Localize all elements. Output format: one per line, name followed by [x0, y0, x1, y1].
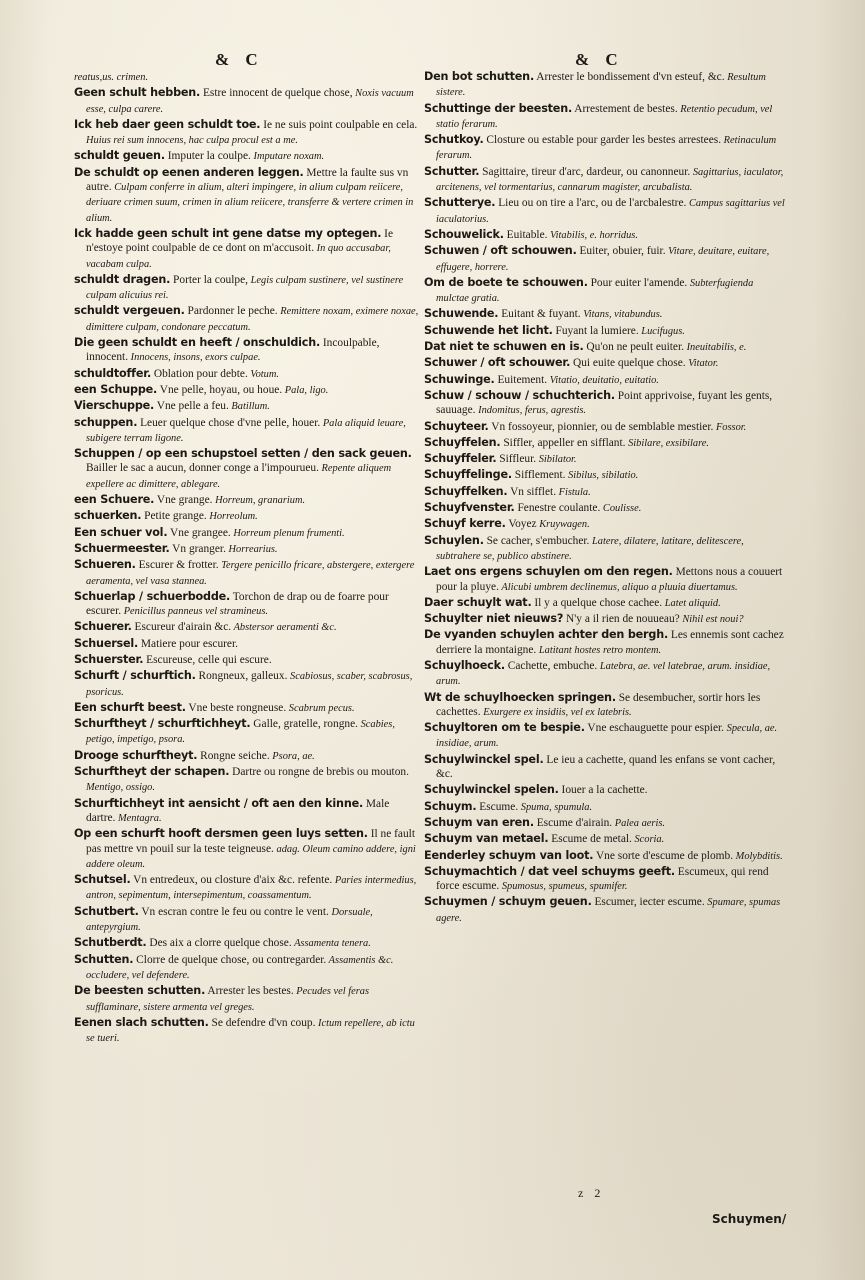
headword: Op een schurft hooft dersmen geen luys setten.: [74, 827, 368, 841]
french-gloss: Fuyant la lumiere.: [552, 324, 639, 337]
french-gloss: Escumer, iecter escume.: [591, 896, 705, 909]
latin-gloss: Retinaculum ferarum.: [436, 135, 777, 162]
dictionary-entry: [424, 436, 788, 451]
headword: Ick heb daer geen schuldt toe.: [74, 117, 261, 131]
dictionary-entry: [424, 196, 788, 227]
headword: Drooge schurftheyt.: [74, 748, 198, 762]
headword: Schouwelick.: [424, 227, 504, 241]
french-gloss: Mettre la faulte sus vn autre.: [86, 166, 409, 194]
french-gloss: Vne grange.: [154, 494, 213, 507]
french-gloss: Euitable.: [503, 228, 548, 241]
latin-gloss: Latebra, ae. vel latebrae, arum. insidiae, arum.: [436, 660, 771, 688]
latin-gloss: Pala aliquid leuare, subigere terram ligone.: [86, 417, 406, 444]
latin-gloss: Assamentis &c. occludere, vel defendere.: [86, 954, 394, 981]
latin-gloss: Molybditis.: [733, 850, 783, 862]
headword: Schuwinge.: [424, 372, 495, 386]
headword: Schuym van eren.: [424, 815, 534, 829]
french-gloss: Vne pelle, hoyau, ou houe.: [157, 383, 283, 396]
headword: Schuym van metael.: [424, 832, 549, 846]
dictionary-entry: [74, 701, 420, 716]
french-gloss: Il y a quelque chose cachee.: [531, 596, 663, 609]
latin-gloss: Spumosus, spumeus, spumifer.: [499, 881, 628, 893]
dictionary-entry: [424, 133, 788, 164]
headword: Schutbert.: [74, 904, 139, 918]
headword: Schuyteer.: [424, 419, 489, 433]
dictionary-entry: [424, 565, 788, 595]
latin-gloss: Repente aliquem expellere ac dimittere, ablegare.: [86, 463, 392, 490]
latin-gloss: Ictum repellere, ab ictu se tueri.: [86, 1017, 415, 1045]
french-gloss: Lieu ou on tire a l'arc, ou de l'arcbalestre.: [495, 197, 687, 210]
dictionary-entry: [74, 620, 420, 635]
dictionary-entry: [424, 517, 788, 532]
latin-gloss: Horreum plenum frumenti.: [230, 527, 345, 539]
dictionary-entry: [424, 596, 788, 611]
latin-gloss: adag. Oleum camino addere, igni addere oleum.: [86, 843, 416, 870]
french-gloss: Arrester le bondissement d'vn esteuf, &c.: [534, 71, 725, 83]
french-gloss: Matiere pour escurer.: [138, 637, 239, 650]
french-gloss: Vne beste rongneuse.: [185, 701, 287, 714]
headword: Die geen schuldt en heeft / onschuldich.: [74, 336, 321, 350]
french-gloss: Rongne seiche.: [197, 749, 270, 762]
latin-gloss: Penicillus panneus vel stramineus.: [121, 606, 268, 618]
headword: Schuwende.: [424, 307, 499, 321]
french-gloss: Voyez: [505, 518, 537, 531]
dictionary-entry: [74, 416, 420, 447]
headword: Schutsel.: [74, 873, 131, 887]
dictionary-entry: [74, 227, 420, 272]
french-gloss: Pour euiter l'amende.: [587, 276, 688, 289]
dictionary-entry: [74, 984, 420, 1015]
french-gloss: Arrester les bestes.: [205, 985, 294, 998]
headword: een Schuere.: [74, 493, 155, 507]
latin-gloss: Latere, dilatere, latitare, delitescere, subtrahere se, publico abstinere.: [436, 535, 744, 562]
latin-gloss: Nihil est noui?: [679, 614, 744, 626]
headword: Schuppen / op een schupstoel setten / den sack geuen.: [74, 447, 412, 461]
headword: Een schuer vol.: [74, 525, 168, 539]
dictionary-entry: [424, 800, 788, 815]
headword: Schuymen / schuym geuen.: [424, 895, 592, 909]
headword: Schuylhoeck.: [424, 658, 505, 672]
headword: De beesten schutten.: [74, 984, 206, 998]
dictionary-entry: [424, 244, 788, 275]
latin-gloss: Specula, ae. insidiae, arum.: [436, 723, 778, 750]
dictionary-entry: [424, 485, 788, 500]
headword: schuerken.: [74, 509, 142, 523]
headword: Schuyffelken.: [424, 484, 508, 498]
dictionary-entry: [424, 612, 788, 627]
dictionary-entry: [74, 367, 420, 382]
headword: Schuwer / oft schouwer.: [424, 356, 571, 370]
latin-gloss: Culpam conferre in alium, alteri impingere, in alium culpam reiicere, deriuare crimen suum, crimen in alium reiicere, transferre & vertere crimen in alium.: [86, 182, 414, 224]
headword: Schuylen.: [424, 533, 484, 547]
latin-gloss: Vitabilis, e. horridus.: [547, 229, 638, 241]
dictionary-entry: [74, 118, 420, 149]
french-gloss: Euiter, obuier, fuir.: [576, 245, 666, 258]
latin-gloss: Sibilus, sibilatio.: [565, 470, 639, 482]
headword: Schuylwinckel spelen.: [424, 783, 559, 797]
french-gloss: Escume de metal.: [548, 833, 632, 846]
french-gloss: Vn granger.: [169, 542, 226, 555]
latin-gloss: Vitare, deuitare, euitare, effugere, horrere.: [436, 246, 770, 273]
dictionary-entry: [424, 628, 788, 658]
headword: Schuw / schouw / schuchterich.: [424, 388, 615, 402]
dictionary-entry: [424, 865, 788, 895]
headword: Den bot schutten.: [424, 70, 534, 83]
french-gloss: Fenestre coulante.: [514, 502, 601, 515]
dictionary-entry: [424, 452, 788, 467]
french-gloss: Escume.: [476, 800, 519, 813]
dictionary-entry: [74, 936, 420, 951]
right-running-head: & C: [575, 50, 624, 69]
latin-gloss: Indomitus, ferus, agrestis.: [475, 405, 586, 417]
dictionary-entry: [424, 340, 788, 355]
latin-gloss: Subterfugienda mulctae gratia.: [436, 277, 754, 305]
latin-gloss: Psora, ae.: [269, 750, 315, 762]
dictionary-entry: [424, 721, 788, 752]
latin-gloss: Scabiosus, scaber, scabrosus, psoricus.: [86, 671, 413, 698]
french-gloss: Rongneux, galleux.: [195, 670, 288, 683]
latin-gloss: reatus,us. crimen.: [74, 72, 149, 83]
dictionary-entry: [74, 873, 420, 904]
dictionary-entry: [74, 304, 420, 335]
latin-gloss: Coulisse.: [600, 503, 642, 515]
dictionary-entry: [424, 816, 788, 831]
french-gloss: Porter la coulpe,: [170, 273, 249, 286]
catchword: Schuymen/: [712, 1212, 787, 1226]
french-gloss: Torchon de drap ou de foarre pour escurer.: [86, 590, 389, 618]
dictionary-entry: [74, 717, 420, 748]
headword: Schueren.: [74, 558, 136, 572]
dictionary-entry: [74, 399, 420, 414]
dictionary-entry: [74, 749, 420, 764]
dictionary-entry: [74, 542, 420, 557]
headword: Schutberdt.: [74, 936, 147, 950]
headword: schuldt dragen.: [74, 272, 171, 286]
headword: Een schurft beest.: [74, 700, 186, 714]
french-gloss: Le ieu a cachette, quand les enfans se vont cacher, &c.: [436, 753, 776, 781]
french-gloss: N'y a il rien de nouueau?: [563, 613, 680, 626]
french-gloss: Male dartre.: [86, 797, 390, 824]
left-column: [74, 70, 420, 1240]
french-gloss: Escurer & frotter.: [135, 559, 219, 572]
dictionary-entry: [424, 324, 788, 339]
latin-gloss: Assamenta tenera.: [291, 938, 371, 950]
dictionary-entry: [424, 276, 788, 307]
latin-gloss: Tergere penicillo fricare, abstergere, extergere aeramenta, vel vasa stannea.: [86, 560, 415, 587]
french-gloss: Vn sifflet.: [507, 485, 557, 498]
french-gloss: Escureuse, celle qui escure.: [143, 653, 272, 666]
latin-gloss: Horreolum.: [206, 511, 258, 523]
headword: Schuym.: [424, 799, 477, 813]
latin-gloss: Spumare, spumas agere.: [436, 897, 781, 924]
latin-gloss: Scoria.: [631, 834, 665, 846]
headword: De vyanden schuylen achter den bergh.: [424, 628, 669, 642]
french-gloss: Petite grange.: [141, 510, 207, 523]
french-gloss: Sifflement.: [511, 469, 566, 482]
headword: Om de boete te schouwen.: [424, 275, 588, 289]
latin-gloss: Pecudes vel feras sufflaminare, sistere armenta vel greges.: [86, 986, 370, 1013]
right-column: [424, 70, 788, 1240]
dictionary-entry: [424, 753, 788, 783]
french-gloss: Vne eschauguette pour espier.: [584, 722, 725, 735]
latin-gloss: Campus sagittarius vel iaculatorius.: [436, 198, 785, 225]
dictionary-entry: [424, 307, 788, 322]
dictionary-entry: [74, 827, 420, 872]
headword: Schutterye.: [424, 196, 496, 210]
latin-gloss: Palea aeris.: [612, 817, 665, 829]
latin-gloss: Vitans, vitabundus.: [580, 309, 663, 321]
dictionary-entry: [74, 953, 420, 984]
latin-gloss: Horreum, granarium.: [212, 495, 306, 507]
french-gloss: Leuer quelque chose d'vne pelle, houer.: [137, 416, 321, 429]
french-gloss: Vne grangee.: [167, 526, 231, 539]
headword: Schurft / schurftich.: [74, 669, 196, 683]
headword: Laet ons ergens schuylen om den regen.: [424, 565, 673, 579]
french-gloss: Clorre de quelque chose, ou contregarder.: [133, 953, 327, 966]
latin-gloss: Spuma, spumula.: [518, 801, 593, 813]
latin-gloss: Batillum.: [228, 401, 270, 413]
french-gloss: Les ennemis sont cachez derriere la montaigne.: [436, 629, 784, 656]
dictionary-entry: [424, 356, 788, 371]
dictionary-entry: [74, 765, 420, 796]
headword: Schuyffelen.: [424, 435, 501, 449]
headword: schuldtoffer.: [74, 366, 151, 380]
dictionary-entry: [424, 102, 788, 133]
headword: De schuldt op eenen anderen leggen.: [74, 165, 304, 179]
french-gloss: Qui euite quelque chose.: [570, 357, 686, 370]
headword: Vierschuppe.: [74, 399, 155, 413]
dictionary-entry: [424, 420, 788, 435]
dictionary-entry: [74, 86, 420, 117]
dictionary-entry: [74, 273, 420, 304]
headword: Schuerer.: [74, 620, 132, 634]
latin-gloss: Pala, ligo.: [282, 384, 329, 396]
headword: Schutter.: [424, 164, 480, 178]
latin-gloss: Lucifugus.: [638, 325, 685, 337]
latin-gloss: Sagittarius, iaculator, arcitenens, vel tormentarius, cannarum magister, arcubalista.: [436, 166, 784, 194]
french-gloss: Oblation pour debte.: [151, 367, 248, 380]
headword: Schuyffeler.: [424, 452, 497, 466]
french-gloss: Vne pelle a feu.: [154, 400, 229, 413]
french-gloss: Sagittaire, tireur d'arc, dardeur, ou canonneur.: [479, 165, 691, 178]
latin-gloss: Legis culpam sustinere, vel sustinere culpam alicuius rei.: [86, 274, 404, 302]
latin-gloss: Fossor.: [713, 421, 747, 433]
french-gloss: Des aix a clorre quelque chose.: [146, 937, 292, 950]
french-gloss: Escume d'airain.: [533, 816, 613, 829]
latin-gloss: Paries intermedius, antron, sepimentum, intersepimentum, coassamentum.: [86, 875, 417, 902]
latin-gloss: Mentagra.: [115, 812, 162, 824]
headword: Schuyffelinge.: [424, 468, 512, 482]
latin-gloss: Imputare noxam.: [250, 151, 325, 163]
dictionary-entry: [424, 659, 788, 690]
latin-gloss: Kruywagen.: [536, 519, 590, 531]
headword: Dat niet te schuwen en is.: [424, 340, 584, 354]
headword: Schuersel.: [74, 636, 139, 650]
dictionary-entry: [424, 70, 788, 101]
french-gloss: Imputer la coulpe.: [164, 150, 251, 163]
french-gloss: Arrestement de bestes.: [572, 102, 678, 115]
french-gloss: Ie ne suis point coulpable en cela.: [260, 118, 418, 131]
headword: Schuermeester.: [74, 541, 170, 555]
french-gloss: Siffler, appeller en sifflant.: [500, 436, 626, 449]
dictionary-entry: [424, 849, 788, 864]
dictionary-entry: [74, 653, 420, 668]
french-gloss: Estre innocent de quelque chose,: [200, 87, 353, 100]
french-gloss: Cachette, embuche.: [504, 659, 598, 672]
latin-gloss: Mentigo, ossigo.: [86, 782, 155, 794]
latin-gloss: Alicubi umbrem declinemus, aliquo a pluuia diuertamus.: [498, 581, 738, 593]
dictionary-entry: [424, 691, 788, 721]
dictionary-entry: [74, 166, 420, 226]
french-gloss: Se defendre d'vn coup.: [208, 1016, 316, 1029]
dictionary-entry: [74, 149, 420, 164]
headword: een Schuppe.: [74, 382, 158, 396]
headword: Schurftichheyt int aensicht / oft aen den kinne.: [74, 796, 364, 810]
french-gloss: Bailler le sac a aucun, donner conge a l'impourueu.: [86, 462, 319, 475]
dictionary-entry: [74, 637, 420, 652]
latin-gloss: Innocens, insons, exors culpae.: [128, 352, 261, 364]
french-gloss: Se desembucher, sortir hors les cachettes.: [436, 691, 761, 718]
headword: Schuymachtich / dat veel schuyms geeft.: [424, 864, 675, 878]
french-gloss: Galle, gratelle, rongne.: [250, 718, 358, 731]
headword: Schurftheyt / schurftichheyt.: [74, 717, 251, 731]
french-gloss: Vn entredeux, ou closture d'aix &c. refente.: [130, 874, 333, 887]
headword: Geen schult hebben.: [74, 86, 201, 100]
latin-gloss: Latet aliquid.: [662, 597, 721, 609]
latin-gloss: Remittere noxam, eximere noxae, dimittere culpam, condonare peccatum.: [86, 306, 419, 333]
french-gloss: Qu'on ne peult euiter.: [583, 341, 684, 354]
headword: Schutten.: [74, 952, 134, 966]
french-gloss: Ie n'estoye point coulpable de ce dont on m'accusoit.: [86, 227, 394, 255]
headword: Daer schuylt wat.: [424, 595, 532, 609]
latin-gloss: Vitatio, deuitatio, euitatio.: [547, 374, 659, 386]
french-gloss: Dartre ou rongne de brebis ou mouton.: [229, 766, 409, 779]
headword: Schuyfvenster.: [424, 501, 515, 515]
french-gloss: Vn fossoyeur, pionnier, ou de semblable mestier.: [488, 420, 714, 433]
dictionary-entry: [74, 590, 420, 620]
headword: Eenen slach schutten.: [74, 1015, 209, 1029]
latin-gloss: Votum.: [247, 368, 279, 380]
dictionary-entry: [424, 783, 788, 798]
french-gloss: Escureur d'airain &c.: [131, 621, 232, 634]
latin-gloss: Scabrum pecus.: [286, 702, 355, 714]
french-gloss: Mettons nous a couuert pour la pluye.: [436, 566, 783, 593]
headword: Schuerlap / schuerbodde.: [74, 589, 231, 603]
latin-gloss: Noxis vacuum esse, culpa carere.: [86, 88, 414, 115]
dictionary-entry: [424, 373, 788, 388]
dictionary-entry: [74, 70, 420, 85]
headword: Schuyltoren om te bespie.: [424, 721, 585, 735]
latin-gloss: Sibilator.: [536, 454, 577, 466]
french-gloss: Vn escran contre le feu ou contre le vent.: [138, 905, 329, 918]
headword: Schuwende het licht.: [424, 323, 553, 337]
latin-gloss: Fistula.: [556, 486, 591, 498]
dictionary-entry: [74, 493, 420, 508]
latin-gloss: Horrearius.: [225, 543, 278, 555]
headword: Wt de schuylhoecken springen.: [424, 690, 616, 704]
french-gloss: Euitement.: [494, 373, 548, 386]
signature-mark: z 2: [578, 1186, 605, 1200]
french-gloss: Vne sorte d'escume de plomb.: [593, 849, 734, 862]
latin-gloss: Scabies, petigo, impetigo, psora.: [86, 719, 395, 746]
headword: schuldt vergeuen.: [74, 304, 185, 318]
latin-gloss: Exurgere ex insidiis, vel ex latebris.: [480, 706, 632, 718]
headword: Schutkoy.: [424, 133, 484, 147]
dictionary-entry: [74, 1016, 420, 1047]
latin-gloss: Latitant hostes retro montem.: [536, 644, 662, 656]
dictionary-entry: [74, 669, 420, 700]
dictionary-entry: [74, 797, 420, 827]
french-gloss: Iouer a la cachette.: [558, 784, 648, 797]
latin-gloss: Dorsuale, antepyrgium.: [86, 906, 373, 934]
headword: Schuylter niet nieuws?: [424, 612, 564, 626]
latin-gloss: Ineuitabilis, e.: [683, 342, 747, 354]
dictionary-entry: [424, 534, 788, 565]
latin-gloss: Vitator.: [685, 358, 719, 370]
headword: schuldt geuen.: [74, 149, 165, 163]
dictionary-entry: [424, 895, 788, 926]
dictionary-entry: [74, 383, 420, 398]
french-gloss: Il ne fault pas mettre vn pouil sur la teste teigneuse.: [86, 828, 415, 855]
left-running-head: & C: [215, 50, 264, 69]
french-gloss: Pardonner le peche.: [184, 305, 278, 318]
french-gloss: Se cacher, s'embucher.: [483, 534, 590, 547]
dictionary-entry: [74, 447, 420, 492]
latin-gloss: Abstersor aeramenti &c.: [231, 622, 337, 634]
latin-gloss: Huius rei sum innocens, hac culpa procul est a me.: [86, 135, 298, 147]
dictionary-entry: [74, 905, 420, 936]
dictionary-entry: [424, 468, 788, 483]
headword: Ick hadde geen schult int gene datse my optegen.: [74, 226, 382, 240]
latin-gloss: Resultum sistere.: [436, 72, 766, 99]
dictionary-entry: [74, 558, 420, 589]
dictionary-entry: [424, 165, 788, 196]
latin-gloss: Retentio pecudum, vel statio ferarum.: [436, 103, 773, 130]
headword: Schurftheyt der schapen.: [74, 765, 230, 779]
headword: schuppen.: [74, 415, 138, 429]
headword: Eenderley schuym van loot.: [424, 848, 594, 862]
headword: Schuerster.: [74, 652, 144, 666]
french-gloss: Siffleur.: [496, 453, 537, 466]
french-gloss: Euitant & fuyant.: [498, 308, 581, 321]
french-gloss: Incoulpable, innocent.: [86, 337, 380, 364]
latin-gloss: Sibilare, exsibilare.: [625, 437, 709, 449]
dictionary-entry: [424, 228, 788, 243]
dictionary-entry: [424, 389, 788, 419]
headword: Schuwen / oft schouwen.: [424, 244, 577, 258]
dictionary-entry: [424, 832, 788, 847]
dictionary-entry: [74, 336, 420, 366]
latin-gloss: In quo accusabar, vacabam culpa.: [86, 243, 391, 270]
french-gloss: Escumeux, qui rend force escume.: [436, 865, 769, 893]
headword: Schuttinge der beesten.: [424, 101, 573, 115]
dictionary-entry: [74, 509, 420, 524]
dictionary-entry: [74, 526, 420, 541]
french-gloss: Point apprivoise, fuyant les gents, sauuage.: [436, 389, 773, 417]
french-gloss: Closture ou estable pour garder les bestes arrestees.: [483, 134, 722, 147]
headword: Schuyf kerre.: [424, 517, 506, 531]
headword: Schuylwinckel spel.: [424, 752, 544, 766]
dictionary-entry: [424, 501, 788, 516]
